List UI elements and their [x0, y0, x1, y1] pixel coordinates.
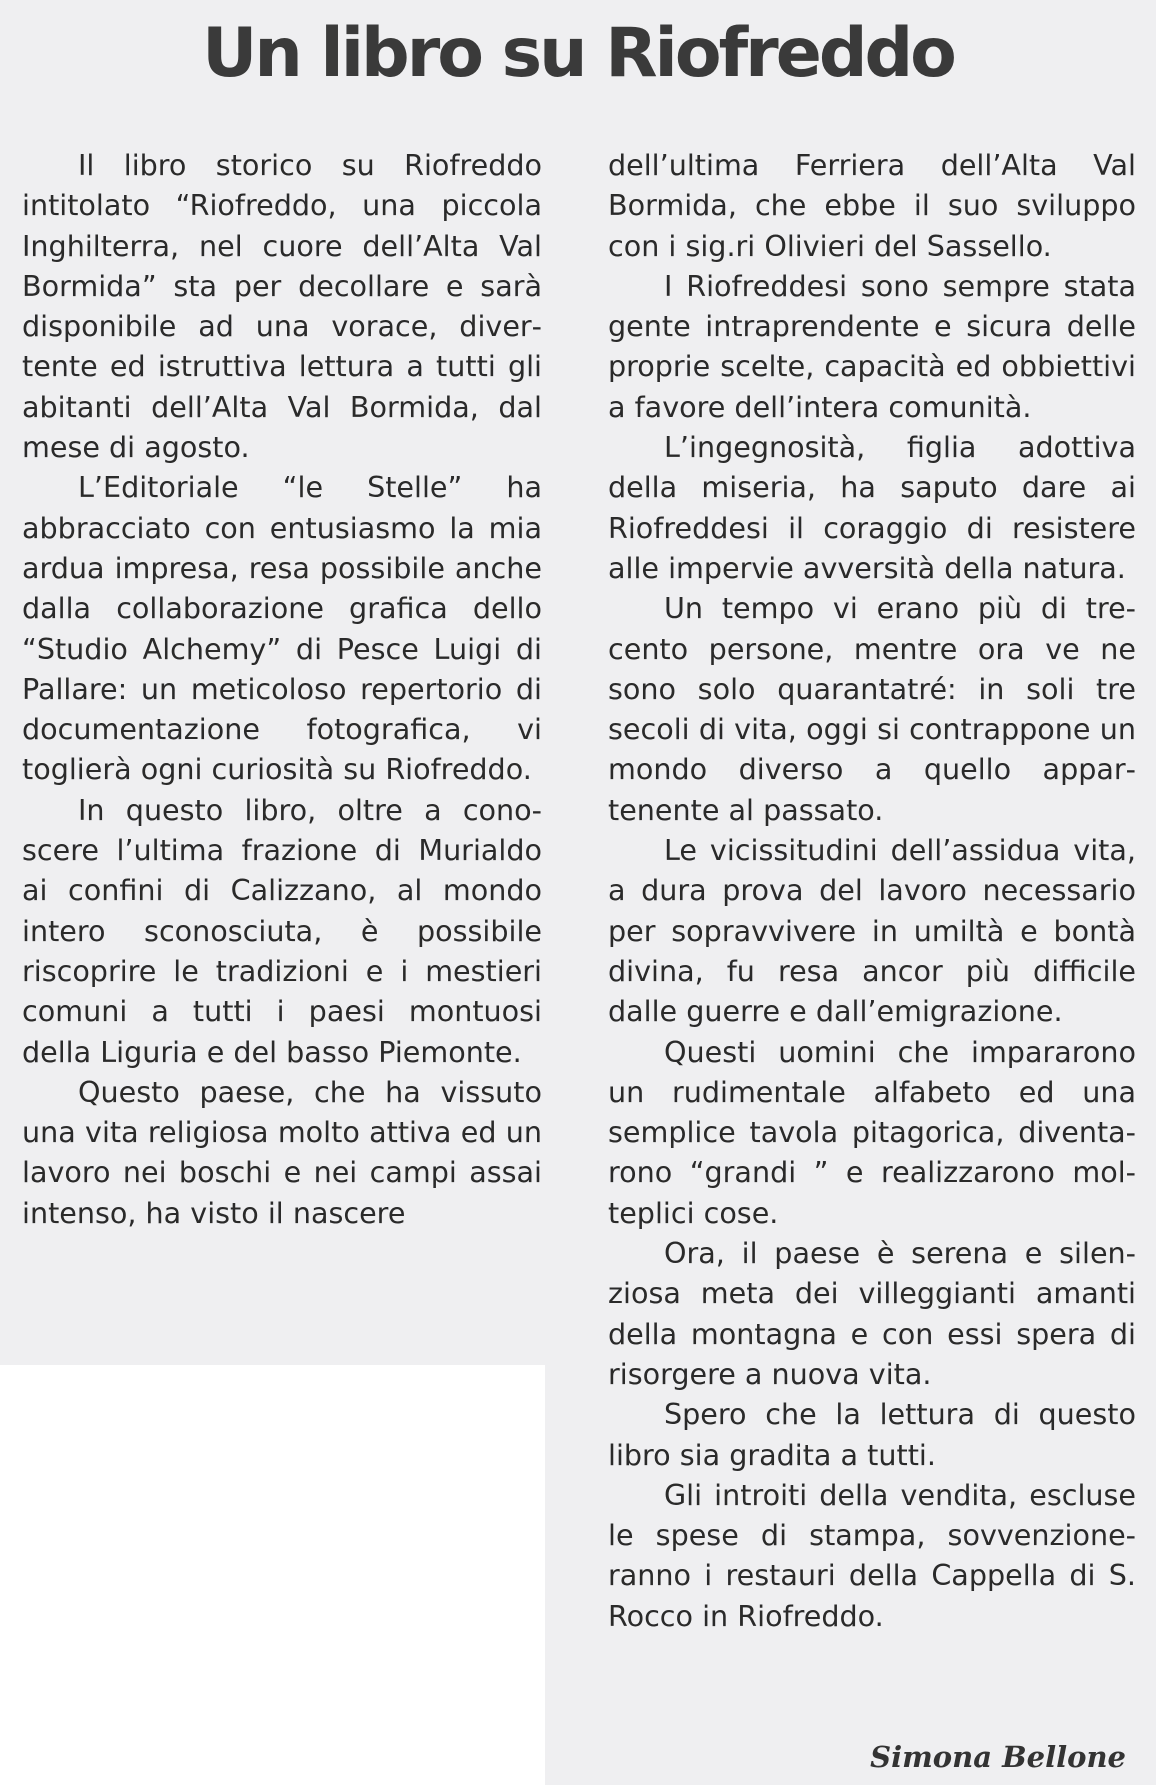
paragraph: Ora, il paese è serena e silenziosa meta dei villeggianti amanti della montagna e con essi spera di risorgere a nuova vita. — [608, 1236, 1136, 1391]
paragraph: I Riofreddesi sono sempre stata gente intraprendente e sicura delle proprie scelte, capacità ed obbiettivi a favore dell’intera comunità. — [608, 268, 1136, 424]
author-signature: Simona Bellone — [870, 1740, 1126, 1774]
paragraph: Il libro storico su Riofreddo intitolato “Riofreddo, una piccola Inghilterra, nel cuore dell’Alta Val Bormida” sta per decollare e sarà disponibile ad una vorace, divertente ed istruttiva lettura a tutti gli abitanti dell’Alta Val Bormida, dal mese di agosto. — [22, 148, 542, 465]
paragraph: Spero che la lettura di questo libro sia gradita a tutti. — [608, 1397, 1136, 1472]
paragraph: Questi uomini che impararono un rudimentale alfabeto ed una semplice tavola pitagorica, diventarono “grandi ” e realizzarono molteplici cose. — [608, 1034, 1136, 1230]
paragraph: L’Editoriale “le Stelle” ha abbracciato con entusiasmo la mia ardua impresa, resa possibile anche dalla collaborazione grafica dello “Studio Alchemy” di Pesce Luigi di Pallare: un meticoloso repertorio di documentazione fotografica, vi toglierà ogni curiosità su Riofreddo. — [22, 470, 542, 787]
paragraph: L’ingegnosità, figlia adottiva della miseria, ha saputo dare ai Riofreddesi il coraggio di resistere alle impervie avversità della natura. — [608, 430, 1136, 585]
paragraph: Gli introiti della vendita, escluse le spese di stampa, sovvenzioneranno i restauri della Cappella di S. Rocco in Riofreddo. — [608, 1477, 1136, 1633]
left-column — [22, 145, 542, 1233]
paragraph: In questo libro, oltre a conoscere l’ultima frazione di Murialdo ai confini di Calizzano, al mondo intero sconosciuta, è possibile riscoprire le tradizioni e i mestieri comuni a tutti i paesi montuosi della Liguria e del basso Piemonte. — [22, 792, 542, 1069]
right-column — [608, 145, 1136, 1636]
article-title: Un libro su Riofreddo — [202, 14, 954, 93]
paragraph: Le vicissitudini dell’assidua vita, a dura prova del lavoro necessario per sopravvivere in umiltà e bontà divina, fu resa ancor più difficile dalle guerre e dall’emigrazione. — [608, 833, 1136, 1029]
paragraph-continued: dell’ultima Ferriera dell’Alta Val Bormida, che ebbe il suo sviluppo con i sig.ri Olivieri del Sassello. — [608, 148, 1136, 263]
paragraph: Un tempo vi erano più di trecento persone, mentre ora ve ne sono solo quarantatré: in soli tre secoli di vita, oggi si contrappone un mondo diverso a quello appartenente al passato. — [608, 591, 1136, 827]
paragraph: Questo paese, che ha vissuto una vita religiosa molto attiva ed un lavoro nei boschi e nei campi assai intenso, ha visto il nascere — [22, 1074, 542, 1230]
